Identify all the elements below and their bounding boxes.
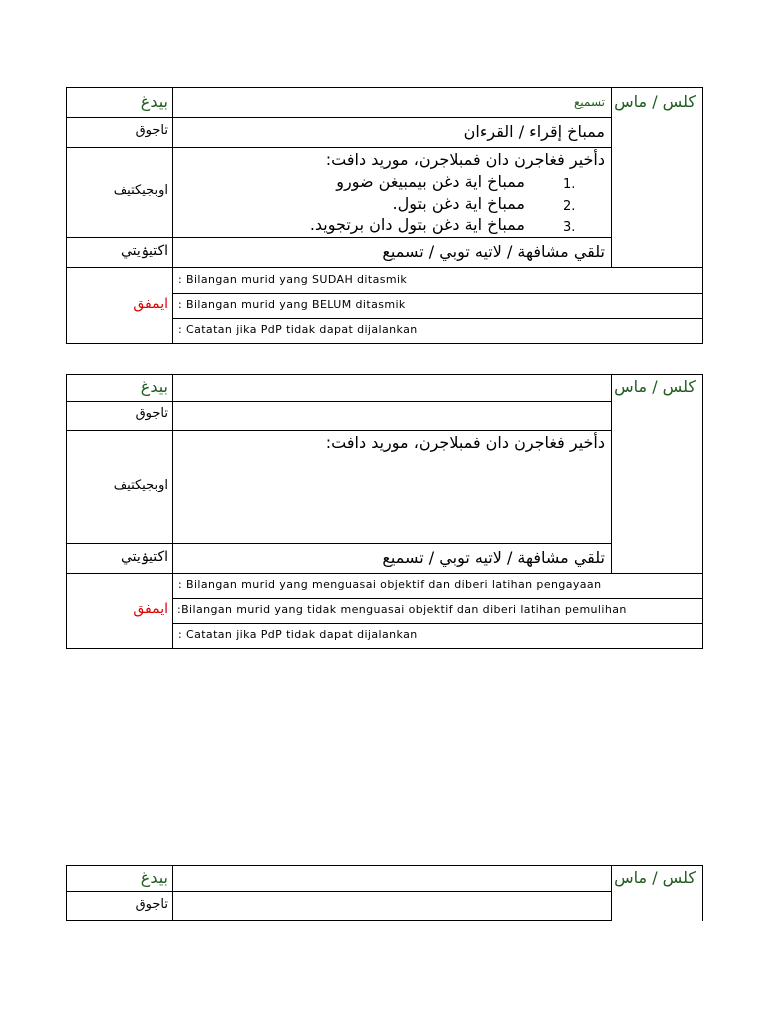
kelas-masa-label: كلس / ماس — [614, 92, 696, 111]
impak-label: ايمفق — [133, 296, 168, 312]
objektif-item-2-num: 2. — [563, 199, 576, 214]
objektif-item-3-num: 3. — [563, 220, 576, 235]
bidang-label: بيدغ — [140, 377, 168, 396]
bidang-label: بيدغ — [140, 92, 168, 111]
objektif-label: اوبجيکتيف — [113, 478, 168, 493]
impak-row-3: : Catatan jika PdP tidak dapat dijalankan — [178, 628, 418, 641]
bidang-label: بيدغ — [140, 868, 168, 887]
kelas-masa-label: كلس / ماس — [614, 868, 696, 887]
objektif-intro: دأخير فغاجرن دان فمبلاجرن، موريد دافت: — [325, 150, 605, 169]
tajuk-label: تاجوق — [135, 406, 168, 421]
topic-label: تسميع — [574, 95, 605, 109]
objektif-item-1-num: 1. — [563, 177, 576, 192]
aktiviti-label: اکتيۏيتي — [121, 549, 168, 565]
tajuk-label: تاجوق — [135, 897, 168, 912]
objektif-intro: دأخير فغاجرن دان فمبلاجرن، موريد دافت: — [325, 433, 605, 452]
impak-row-1: : Bilangan murid yang menguasai objektif dan diberi latihan pengayaan — [178, 578, 602, 591]
objektif-item-2: ممباخ اية دغن بتول. — [392, 194, 525, 213]
tajuk-label: تاجوق — [135, 123, 168, 138]
impak-row-1: : Bilangan murid yang SUDAH ditasmik — [178, 273, 408, 286]
impak-row-3: : Catatan jika PdP tidak dapat dijalankan — [178, 323, 418, 336]
tajuk-value: ممباخ إقراء / القرءان — [463, 122, 605, 141]
impak-row-2: :Bilangan murid yang tidak menguasai objektif dan diberi latihan pemulihan — [177, 603, 627, 616]
objektif-item-3: ممباخ اية دغن بتول دان برتجويد. — [309, 215, 525, 234]
kelas-masa-label: كلس / ماس — [614, 377, 696, 396]
impak-label: ايمفق — [133, 601, 168, 617]
objektif-label: اوبجيکتيف — [113, 183, 168, 198]
impak-row-2: : Bilangan murid yang BELUM ditasmik — [178, 298, 406, 311]
objektif-item-1: ممباخ اية دغن بيمبيغن ضورو — [336, 172, 525, 191]
aktiviti-value: تلقي مشافهة / لاتيه توبي / تسميع — [382, 242, 605, 261]
aktiviti-value: تلقي مشافهة / لاتيه توبي / تسميع — [382, 548, 605, 567]
aktiviti-label: اکتيۏيتي — [121, 243, 168, 259]
